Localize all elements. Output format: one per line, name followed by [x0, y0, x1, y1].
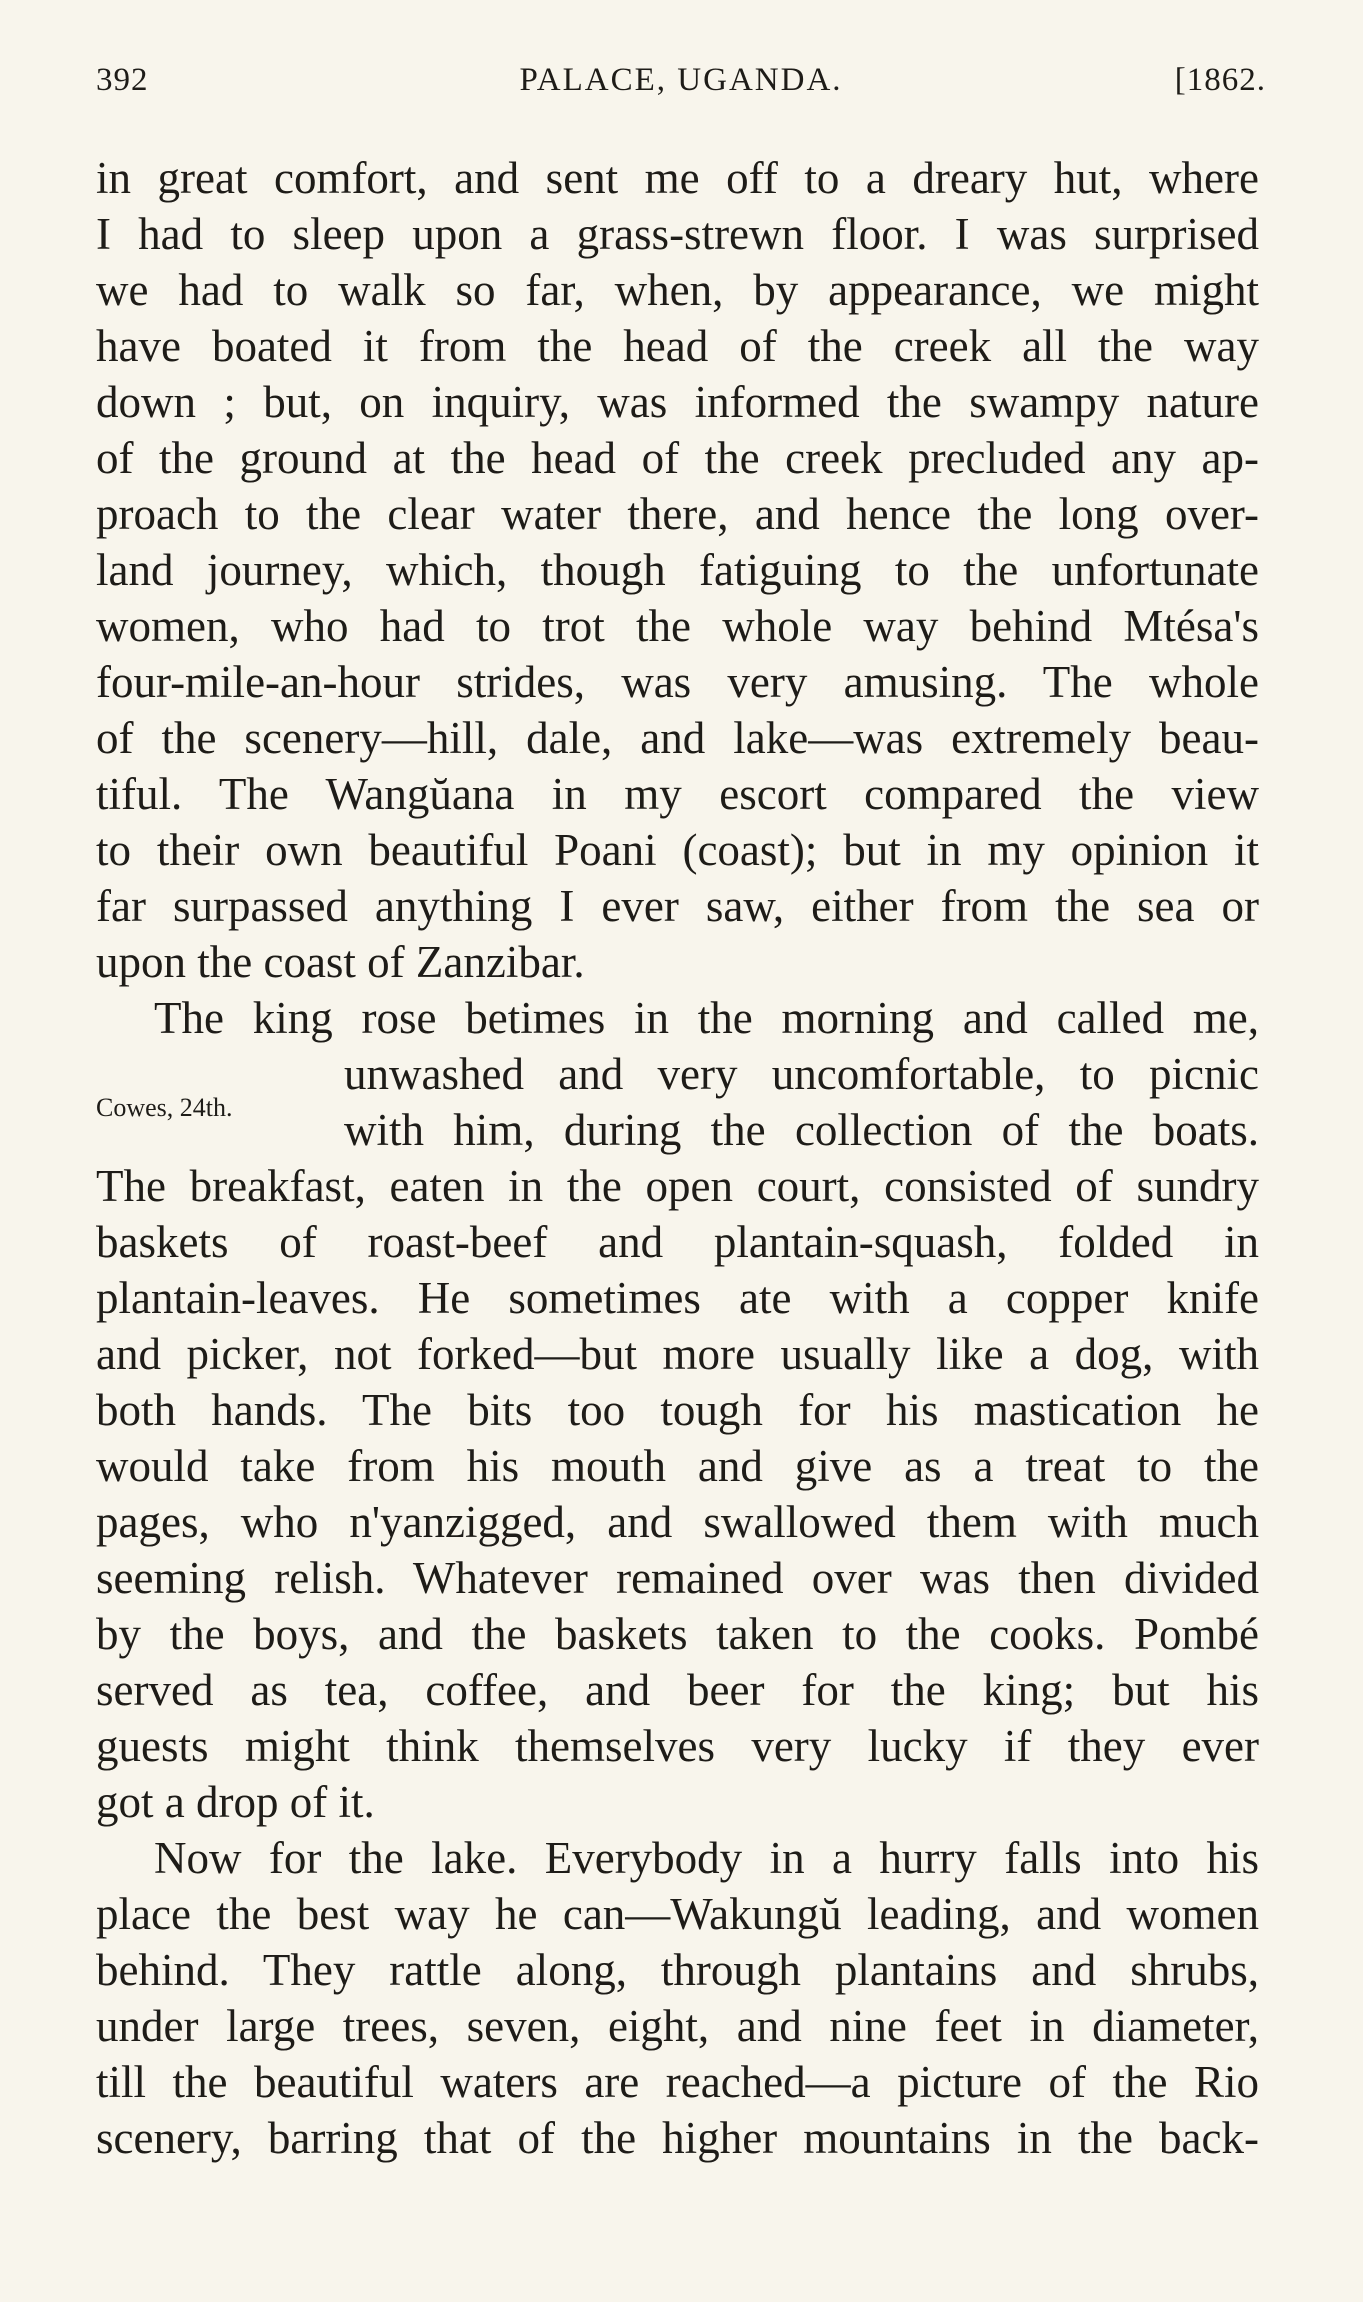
text-line: proach to the clear water there, and hence the long over-	[96, 489, 1259, 539]
text-line: scenery, barring that of the higher mountains in the back-	[96, 2113, 1259, 2163]
text-line: to their own beautiful Poani (coast); but in my opinion it	[96, 825, 1259, 875]
text-line: The king rose betimes in the morning and called me,	[154, 993, 1259, 1043]
text-line: plantain-leaves. He sometimes ate with a copper knife	[96, 1273, 1259, 1323]
text-line: I had to sleep upon a grass-strewn floor. I was surprised	[96, 209, 1259, 259]
text-line: unwashed and very uncomfortable, to picnic	[344, 1049, 1259, 1099]
text-line: Now for the lake. Everybody in a hurry falls into his	[154, 1833, 1259, 1883]
text-line: pages, who n'yanzigged, and swallowed them with much	[96, 1497, 1259, 1547]
text-line: tiful. The Wangŭana in my escort compared the view	[96, 769, 1259, 819]
text-line: we had to walk so far, when, by appearance, we might	[96, 265, 1259, 315]
text-line: under large trees, seven, eight, and nine feet in diameter,	[96, 2001, 1259, 2051]
margin-note: Cowes, 24th.	[96, 1093, 233, 1122]
text-line: served as tea, coffee, and beer for the king; but his	[96, 1665, 1259, 1715]
text-line: till the beautiful waters are reached—a picture of the Rio	[96, 2057, 1259, 2107]
text-line: four-mile-an-hour strides, was very amusing. The whole	[96, 657, 1259, 707]
running-title: PALACE, UGANDA.	[519, 62, 843, 98]
text-line: down ; but, on inquiry, was informed the swampy nature	[96, 377, 1259, 427]
text-line: with him, during the collection of the boats.	[344, 1105, 1259, 1155]
text-line: both hands. The bits too tough for his mastication he	[96, 1385, 1259, 1435]
text-line: The breakfast, eaten in the open court, consisted of sundry	[96, 1161, 1259, 1211]
text-line: have boated it from the head of the creek all the way	[96, 321, 1259, 371]
text-line: got a drop of it.	[96, 1777, 375, 1827]
text-line: and picker, not forked—but more usually like a dog, with	[96, 1329, 1259, 1379]
text-line: guests might think themselves very lucky if they ever	[96, 1721, 1259, 1771]
text-line: by the boys, and the baskets taken to the cooks. Pombé	[96, 1609, 1259, 1659]
text-line: place the best way he can—Wakungŭ leading, and women	[96, 1889, 1259, 1939]
text-line: baskets of roast-beef and plantain-squash, folded in	[96, 1217, 1259, 1267]
text-line: land journey, which, though fatiguing to the unfortunate	[96, 545, 1259, 595]
text-line: in great comfort, and sent me off to a dreary hut, where	[96, 153, 1259, 203]
page-number: 392	[96, 62, 149, 98]
text-line: would take from his mouth and give as a treat to the	[96, 1441, 1259, 1491]
text-line: seeming relish. Whatever remained over was then divided	[96, 1553, 1259, 1603]
text-line: women, who had to trot the whole way behind Mtésa's	[96, 601, 1259, 651]
body-text	[96, 150, 1259, 2166]
text-line: upon the coast of Zanzibar.	[96, 937, 585, 987]
text-line: of the scenery—hill, dale, and lake—was extremely beau-	[96, 713, 1259, 763]
header-year: [1862.	[1174, 62, 1266, 98]
page-header	[96, 62, 1266, 112]
text-line: of the ground at the head of the creek precluded any ap-	[96, 433, 1259, 483]
text-line: behind. They rattle along, through plantains and shrubs,	[96, 1945, 1259, 1995]
text-line: far surpassed anything I ever saw, either from the sea or	[96, 881, 1259, 931]
